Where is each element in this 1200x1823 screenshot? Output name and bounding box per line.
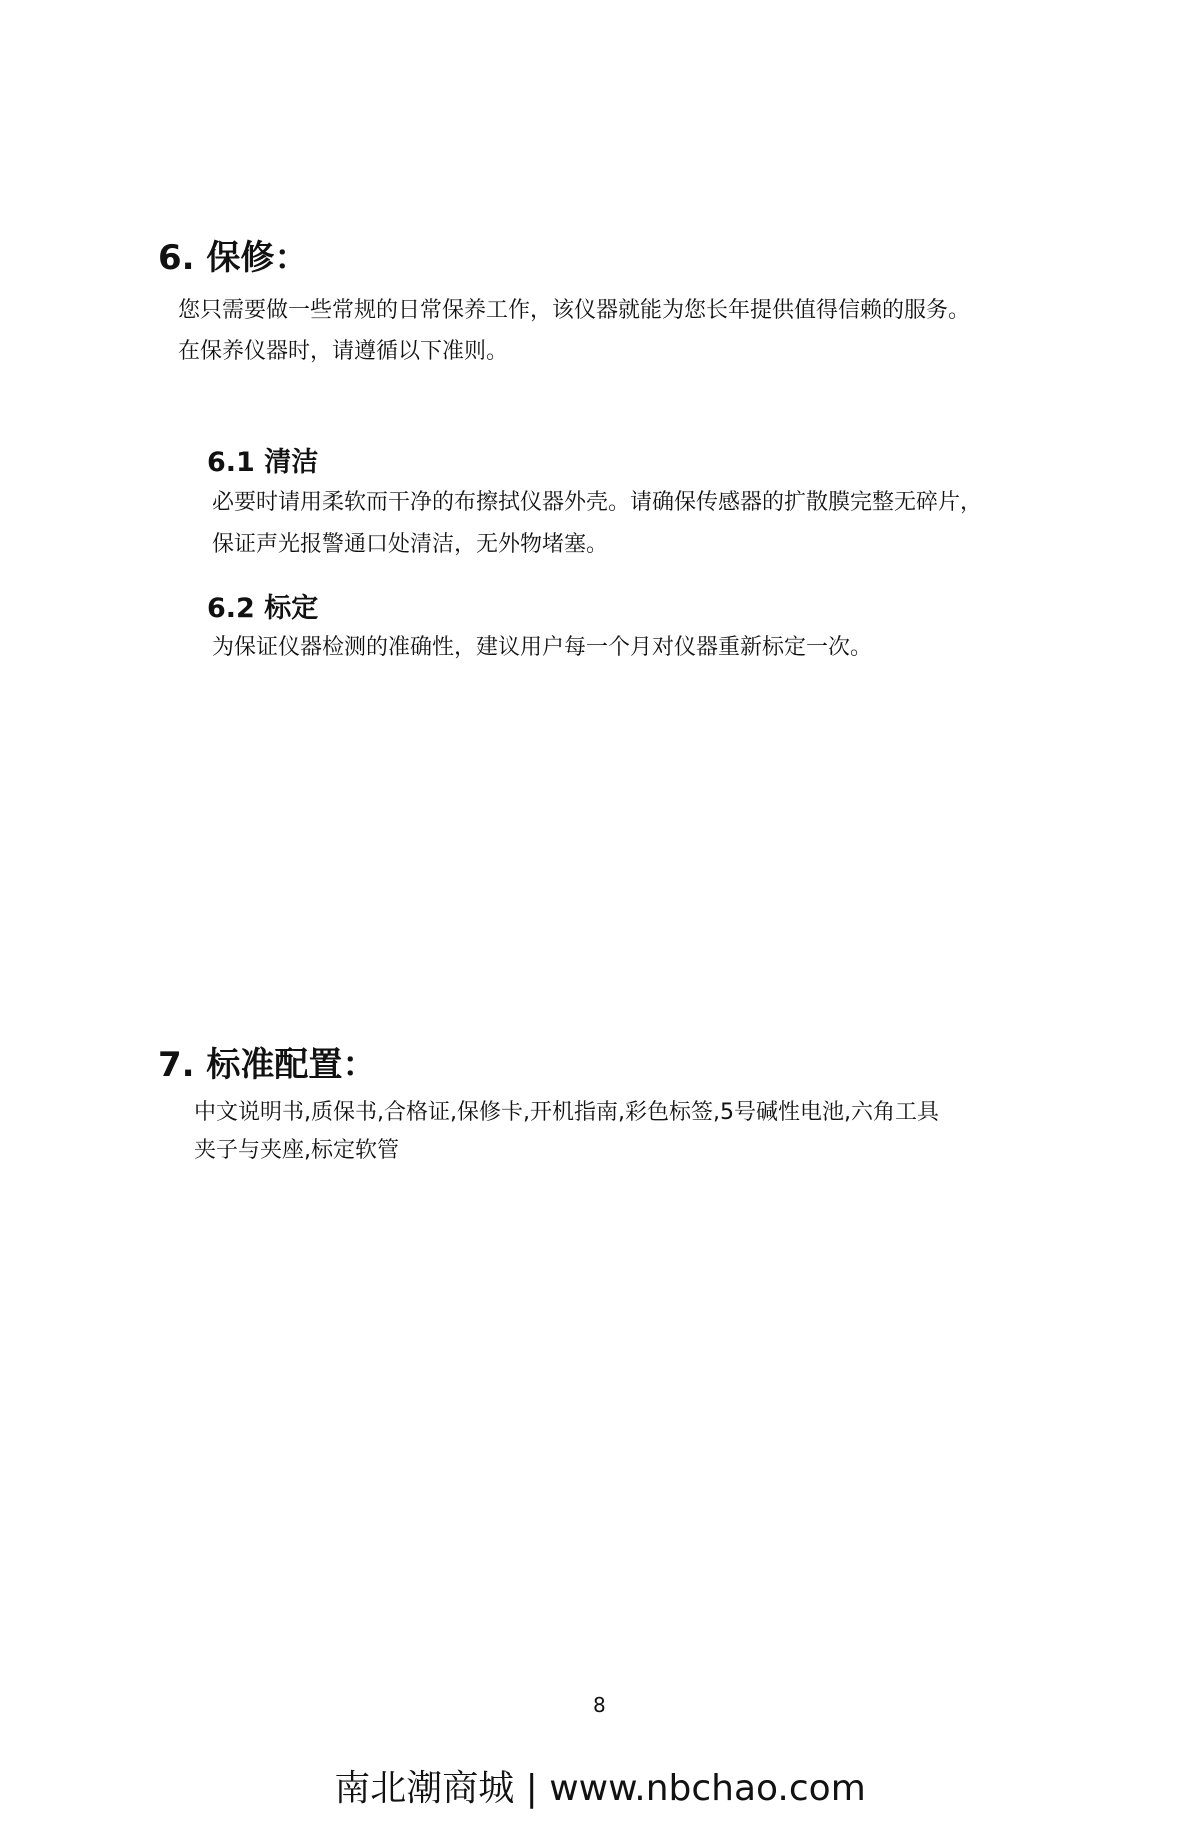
section-6-2-line: 为保证仪器检测的准确性，建议用户每一个月对仪器重新标定一次。 <box>212 635 873 660</box>
section-6-2-heading: 6.2 标定 <box>207 593 319 624</box>
section-6-1-line: 必要时请用柔软而干净的布擦拭仪器外壳。请确保传感器的扩散膜完整无碎片， <box>212 490 983 515</box>
section-6-1-heading: 6.1 清洁 <box>207 447 319 478</box>
section-6-1-line: 保证声光报警通口处清洁，无外物堵塞。 <box>212 532 609 557</box>
section-7-heading: 7. 标准配置： <box>158 1045 377 1085</box>
footer-watermark: 南北潮商城 | www.nbchao.com <box>334 1768 866 1809</box>
section-7-line: 中文说明书,质保书,合格证,保修卡,开机指南,彩色标签,5号碱性电池,六角工具 <box>194 1100 939 1125</box>
section-6-intro-line: 您只需要做一些常规的日常保养工作，该仪器就能为您长年提供值得信赖的服务。 <box>178 298 971 323</box>
section-7-line: 夹子与夹座,标定软管 <box>194 1138 399 1163</box>
page-number: 8 <box>593 1693 606 1717</box>
section-6-heading: 6. 保修： <box>158 238 309 278</box>
section-6-intro-line: 在保养仪器时，请遵循以下准则。 <box>178 339 509 364</box>
